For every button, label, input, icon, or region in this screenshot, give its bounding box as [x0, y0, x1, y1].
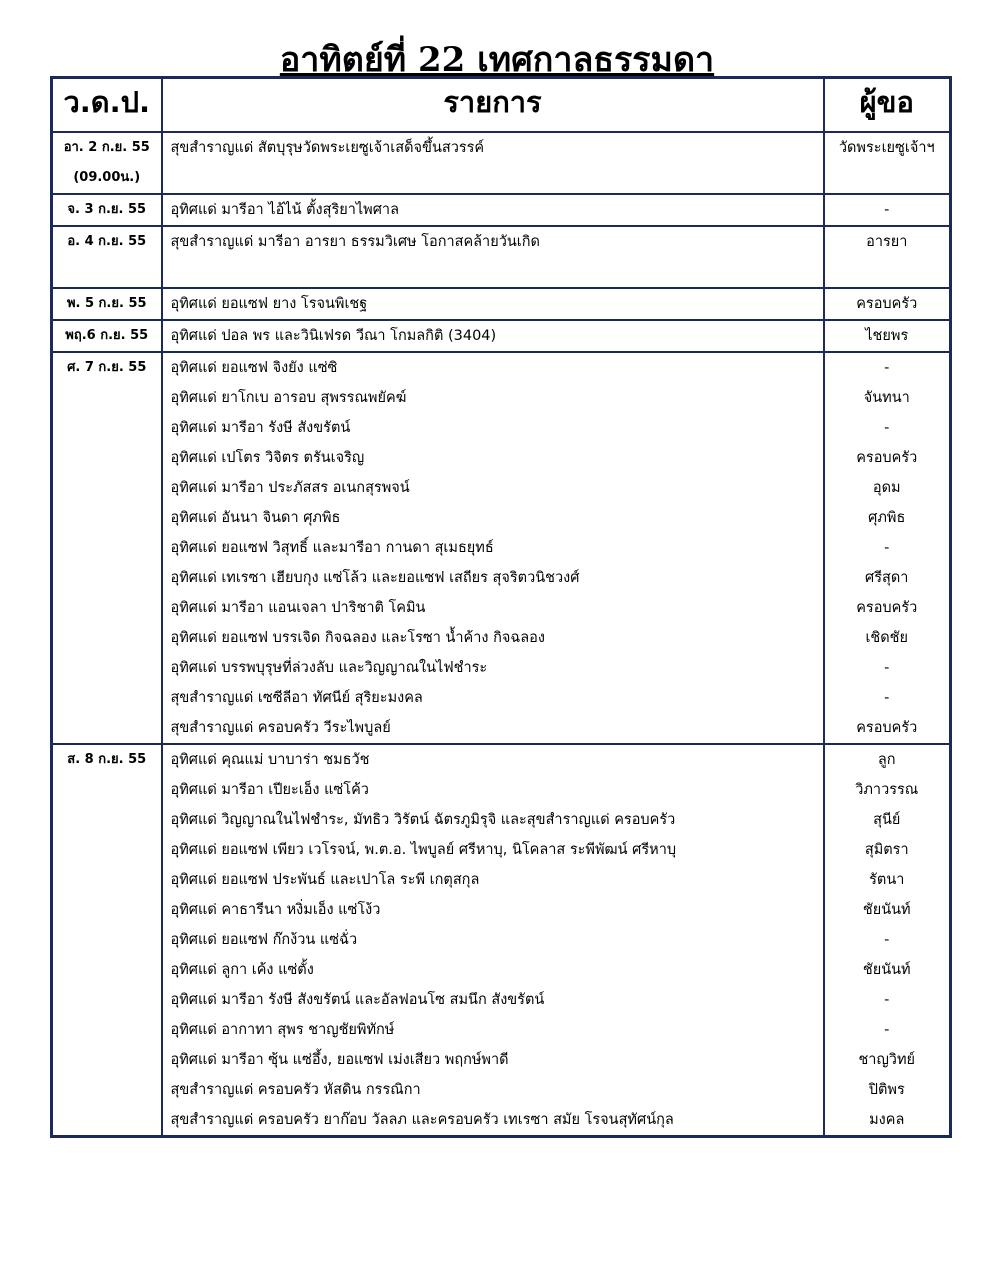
intention-text: อุทิศแด่ ยอแซฟ ก๊กง้วน แซ่ฉั่ว	[170, 932, 358, 948]
intention-text: อุทิศแด่ มารีอา ซุ้น แซ่อึ้ง, ยอแซฟ เม่งเสียว พฤกษ์พาดี	[170, 1052, 509, 1068]
intention-text: อุทิศแด่ ยอแซฟ วิสุทธิ์ และมารีอา กานดา สุเมธยุทธ์	[170, 540, 494, 556]
header-items: รายการ	[162, 78, 824, 133]
table-row	[52, 132, 951, 194]
table-row	[52, 744, 951, 1137]
row-date	[52, 226, 162, 288]
requester-name: ชาญวิทย์	[858, 1052, 916, 1068]
intention-text: อุทิศแด่ ยอแซฟ จิงยัง แซ่ซิ	[170, 360, 338, 376]
intentions-table	[50, 76, 952, 1138]
row-requesters	[824, 288, 951, 320]
header-requester: ผู้ขอ	[824, 78, 951, 133]
requester-name: อุดม	[872, 480, 901, 496]
requester-name: ครอบครัว	[856, 296, 918, 312]
requester-name: -	[884, 420, 890, 436]
date-text: พ. 5 ก.ย. 55	[66, 296, 147, 311]
intention-text: อุทิศแด่ เปโตร วิจิตร ตรันเจริญ	[170, 450, 365, 466]
intention-text: อุทิศแด่ คุณแม่ บาบาร่า ชมธวัช	[170, 752, 370, 768]
row-date	[52, 352, 162, 744]
date-text: พฤ.6 ก.ย. 55	[65, 328, 149, 343]
row-date	[52, 194, 162, 226]
intention-text: อุทิศแด่ ปอล พร และวินิเฟรด วีณา โกมลกิติ (3404)	[170, 328, 497, 344]
date-text: ศ. 7 ก.ย. 55	[67, 360, 147, 375]
requester-name: ชัยนันท์	[862, 902, 911, 918]
intention-text: อุทิศแด่ ยอแซฟ ประพันธ์ และเปาโล ระพี เกตุสกุล	[170, 872, 480, 888]
intention-text: อุทิศแด่ มารีอา ประภัสสร อเนกสุรพจน์	[170, 480, 410, 496]
intention-text: สุขสำราญแด่ มารีอา อารยา ธรรมวิเศษ โอกาสคล้ายวันเกิด	[170, 234, 540, 250]
requester-name: -	[884, 690, 890, 706]
row-requesters	[824, 352, 951, 744]
intention-text: อุทิศแด่ ยอแซฟ เพียว เวโรจน์, พ.ต.อ. ไพบูลย์ ศรีหาบุ, นิโคลาส ระพีพัฒน์ ศรีหาบุ	[170, 842, 677, 858]
row-items	[162, 352, 824, 744]
row-requesters	[824, 226, 951, 288]
intention-text: อุทิศแด่ ยอแซฟ ยาง โรจนพิเชฐ	[170, 296, 368, 312]
row-items	[162, 194, 824, 226]
requester-name	[825, 257, 950, 287]
requester-name: -	[884, 360, 890, 376]
row-requesters	[824, 744, 951, 1137]
requester-name: -	[884, 1022, 890, 1038]
table-row	[52, 320, 951, 352]
intention-text: อุทิศแด่ ลูกา เค้ง แซ่ตั้ง	[170, 962, 314, 978]
requester-name: ครอบครัว	[856, 720, 918, 736]
requester-name: ครอบครัว	[856, 600, 918, 616]
intention-text: อุทิศแด่ บรรพบุรุษที่ล่วงลับ และวิญญาณในไฟชำระ	[170, 660, 488, 676]
intention-text: อุทิศแด่ มารีอา เปียะเอ็ง แซ่โค้ว	[170, 782, 369, 798]
row-date	[52, 132, 162, 194]
requester-name: ครอบครัว	[856, 450, 918, 466]
table-row	[52, 226, 951, 288]
table-row	[52, 288, 951, 320]
requester-name: ปิติพร	[868, 1082, 905, 1098]
date-text: อ. 4 ก.ย. 55	[67, 234, 147, 249]
requester-name: วัดพระเยซูเจ้าฯ	[838, 140, 935, 156]
row-requesters	[824, 132, 951, 194]
row-date	[52, 744, 162, 1137]
intention-text: อุทิศแด่ อันนา จินดา ศุภพิธ	[170, 510, 341, 526]
row-items	[162, 744, 824, 1137]
intention-text	[163, 163, 823, 193]
requester-name: ไชยพร	[865, 328, 909, 344]
intention-text: อุทิศแด่ เทเรซา เฮียบกุง แซ่โล้ว และยอแซฟ เสถียร สุจริตวนิชวงศ์	[170, 570, 580, 586]
requester-name: มงคล	[869, 1112, 905, 1128]
requester-name: ลูก	[877, 752, 896, 768]
requester-name: จันทนา	[863, 390, 910, 406]
table-header-row	[52, 78, 951, 133]
intention-text: สุขสำราญแด่ สัตบุรุษวัดพระเยซูเจ้าเสด็จขึ้นสวรรค์	[170, 140, 485, 156]
intention-text: อุทิศแด่ วิญญาณในไฟชำระ, มัทธิว วิรัตน์ ฉัตรภูมิรุจิ และสุขสำราญแด่ ครอบครัว	[170, 812, 676, 828]
intention-text	[163, 257, 823, 287]
intention-text: สุขสำราญแด่ ครอบครัว ยาก๊อบ วัลลภ และครอบครัว เทเรซา สมัย โรจนสุทัศน์กุล	[170, 1112, 674, 1128]
requester-name: -	[884, 540, 890, 556]
date-text: จ. 3 ก.ย. 55	[67, 202, 147, 217]
intention-text: อุทิศแด่ มารีอา แอนเจลา ปาริชาติ โคมิน	[170, 600, 426, 616]
table-row	[52, 352, 951, 744]
requester-name: วิภาวรรณ	[855, 782, 919, 798]
row-date	[52, 320, 162, 352]
intention-text: สุขสำราญแด่ ครอบครัว หัสดิน กรรณิกา	[170, 1082, 421, 1098]
row-items	[162, 320, 824, 352]
row-items	[162, 226, 824, 288]
date-text: (09.00น.)	[73, 170, 141, 185]
requester-name: -	[884, 202, 890, 218]
intention-text: อุทิศแด่ ยอแซฟ บรรเจิด กิจฉลอง และโรซา น้ำค้าง กิจฉลอง	[170, 630, 545, 646]
page-title: อาทิตย์ที่ 22 เทศกาลธรรมดา	[279, 40, 715, 80]
row-date	[52, 288, 162, 320]
requester-name: -	[884, 932, 890, 948]
intention-text: อุทิศแด่ คาธารีนา หงิ่มเอ็ง แซ่โง้ว	[170, 902, 381, 918]
intention-text: สุขสำราญแด่ ครอบครัว วีระไพบูลย์	[170, 720, 391, 736]
requester-name: -	[884, 992, 890, 1008]
requester-name	[825, 163, 950, 193]
date-text: อา. 2 ก.ย. 55	[63, 140, 150, 155]
requester-name: อารยา	[866, 234, 908, 250]
row-requesters	[824, 320, 951, 352]
intention-text: อุทิศแด่ มารีอา รังษี สังขรัตน์	[170, 420, 351, 436]
requester-name: ชัยนันท์	[862, 962, 911, 978]
table-row	[52, 194, 951, 226]
intention-text: อุทิศแด่ ยาโกเบ อารอบ สุพรรณพยัคฆ์	[170, 390, 407, 406]
row-items	[162, 288, 824, 320]
requester-name: เชิดชัย	[865, 630, 909, 646]
requester-name: สุมิตรา	[864, 842, 909, 858]
requester-name: ศรีสุดา	[865, 570, 909, 586]
requester-name: รัตนา	[869, 872, 905, 888]
row-requesters	[824, 194, 951, 226]
date-text: ส. 8 ก.ย. 55	[67, 752, 147, 767]
intention-text: สุขสำราญแด่ เซซีลีอา ทัศนีย์ สุริยะมงคล	[170, 690, 423, 706]
requester-name: -	[884, 660, 890, 676]
row-items	[162, 132, 824, 194]
intention-text: อุทิศแด่ อากาทา สุพร ชาญชัยพิทักษ์	[170, 1022, 395, 1038]
intention-text: อุทิศแด่ มารีอา ไอ้ไน้ ตั้งสุริยาไพศาล	[170, 202, 399, 218]
intention-text: อุทิศแด่ มารีอา รังษี สังขรัตน์ และอัลฟอนโซ สมนึก สังขรัตน์	[170, 992, 545, 1008]
requester-name: ศุภพิธ	[868, 510, 906, 526]
requester-name: สุนีย์	[873, 812, 901, 828]
header-date: ว.ด.ป.	[52, 78, 162, 133]
